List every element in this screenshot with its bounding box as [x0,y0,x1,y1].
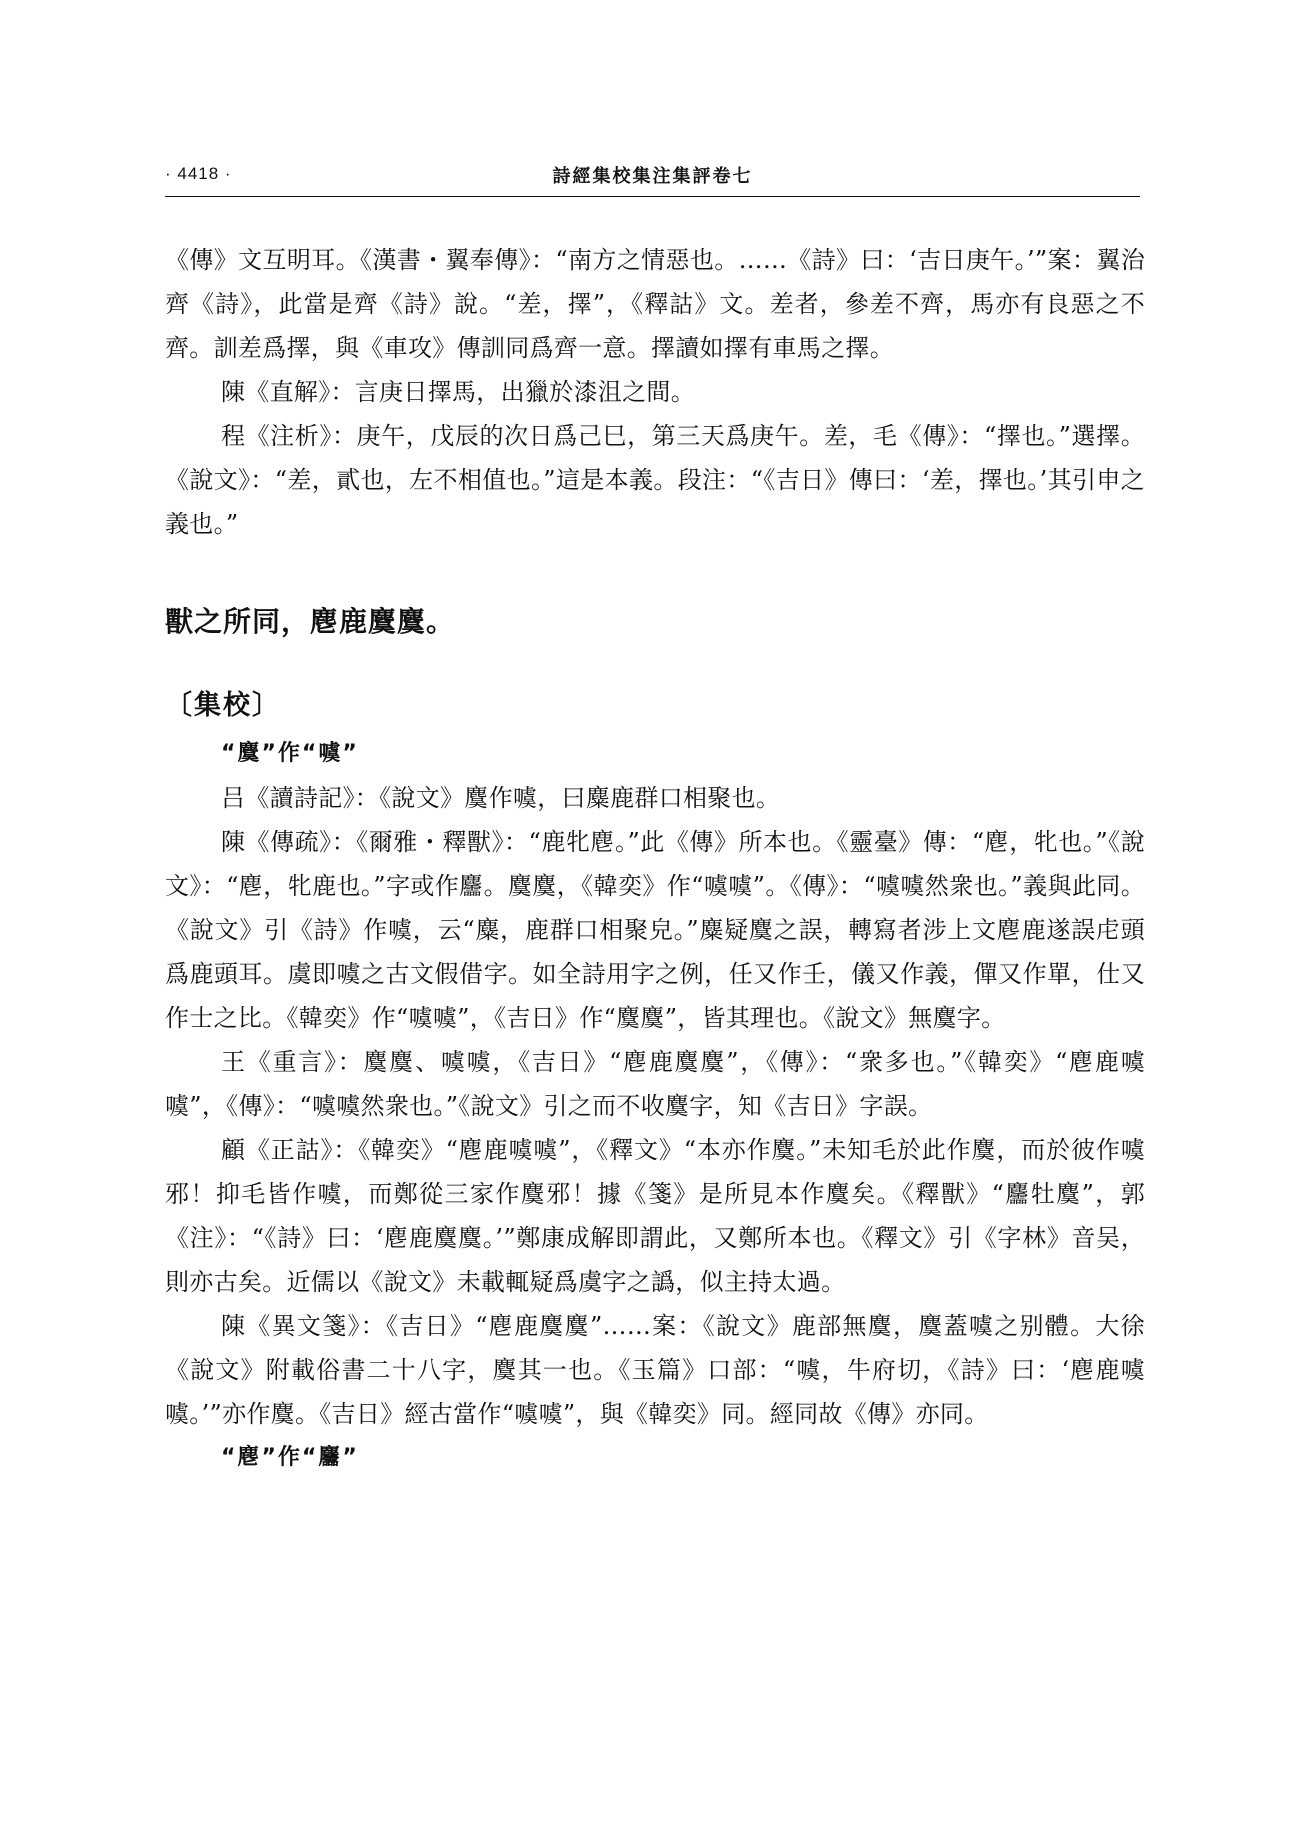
variant-heading-1: “麌”作“噳” [221,741,359,766]
paragraph-continuation: 《傳》文互明耳。《漢書・翼奉傳》：“南方之情惡也。……《詩》曰：‘吉日庚午。’”案：翼治齊《詩》，此當是齊《詩》說。“差，擇”，《釋詁》文。差者，參差不齊，馬亦有良惡之不齊。訓差爲擇，與《車攻》傳訓同爲齊一意。擇讀如擇有車馬之擇。 [165,246,1145,362]
section-heading-jijiao: 〔集校〕 [165,690,281,721]
paragraph-cheng-zhuxi: 程《注析》：庚午，戊辰的次日爲己巳，第三天爲庚午。差，毛《傳》：“擇也。”選擇。《說文》：“差，貳也，左不相值也。”這是本義。段注：“《吉日》傳曰：‘差，擇也。’其引申之義也。” [165,422,1145,538]
variant-heading-2: “麀”作“麢” [221,1445,359,1470]
header-rule [165,196,1140,197]
paragraph-chen-yiwenjian: 陳《異文箋》：《吉日》“麀鹿麌麌”……案：《說文》鹿部無麌，麌蓋噳之别體。大徐《說文》附載俗書二十八字，麌其一也。《玉篇》口部：“噳，牛府切，《詩》曰：‘麀鹿噳噳。’”亦作麌。《吉日》經古當作“噳噳”，與《韓奕》同。經同故《傳》亦同。 [165,1312,1145,1428]
paragraph-lv-dushiji: 吕《讀詩記》：《說文》麌作噳，曰麋鹿群口相聚也。 [221,784,781,812]
paragraph-chen-zhijie: 陳《直解》：言庚日擇馬，出獵於漆沮之間。 [221,378,695,406]
body-text [165,238,1145,1480]
page-number: · 4418 · [165,164,232,183]
verse-line: 獸之所同，麀鹿麌麌。 [165,605,456,638]
paragraph-wang-chongyan: 王《重言》：麌麌、噳噳，《吉日》“麀鹿麌麌”，《傳》：“衆多也。”《韓奕》“麀鹿噳噳”，《傳》：“噳噳然衆也。”《說文》引之而不收麌字，知《吉日》字誤。 [165,1048,1145,1120]
book-title: 詩經集校集注集評卷七 [552,166,753,187]
paragraph-gu-zhenggu: 顧《正詁》：《韓奕》“麀鹿噳噳”，《釋文》“本亦作麌。”未知毛於此作麌，而於彼作噳邪！抑毛皆作噳，而鄭從三家作麌邪！據《箋》是所見本作麌矣。《釋獸》“麢牡麌”，郭《注》：“《詩》曰：‘麀鹿麌麌。’”鄭康成解即謂此，又鄭所本也。《釋文》引《字林》音吴，則亦古矣。近儒以《說文》未載輒疑爲虞字之譌，似主持太過。 [165,1136,1145,1296]
running-header [165,160,1140,196]
paragraph-chen-chuanshu: 陳《傳疏》：《爾雅・釋獸》：“鹿牝麀。”此《傳》所本也。《靈臺》傳：“麀，牝也。”《說文》：“麀，牝鹿也。”字或作麢。麌麌，《韓奕》作“噳噳”。《傳》：“噳噳然衆也。”義與此同。《說文》引《詩》作噳，云“麋，鹿群口相聚皃。”麋疑麌之誤，轉寫者涉上文麀鹿遂誤虍頭爲鹿頭耳。虞即噳之古文假借字。如全詩用字之例，任又作壬，儀又作義，僤又作單，仕又作士之比。《韓奕》作“噳噳”，《吉日》作“麌麌”，皆其理也。《說文》無麌字。 [165,828,1145,1032]
